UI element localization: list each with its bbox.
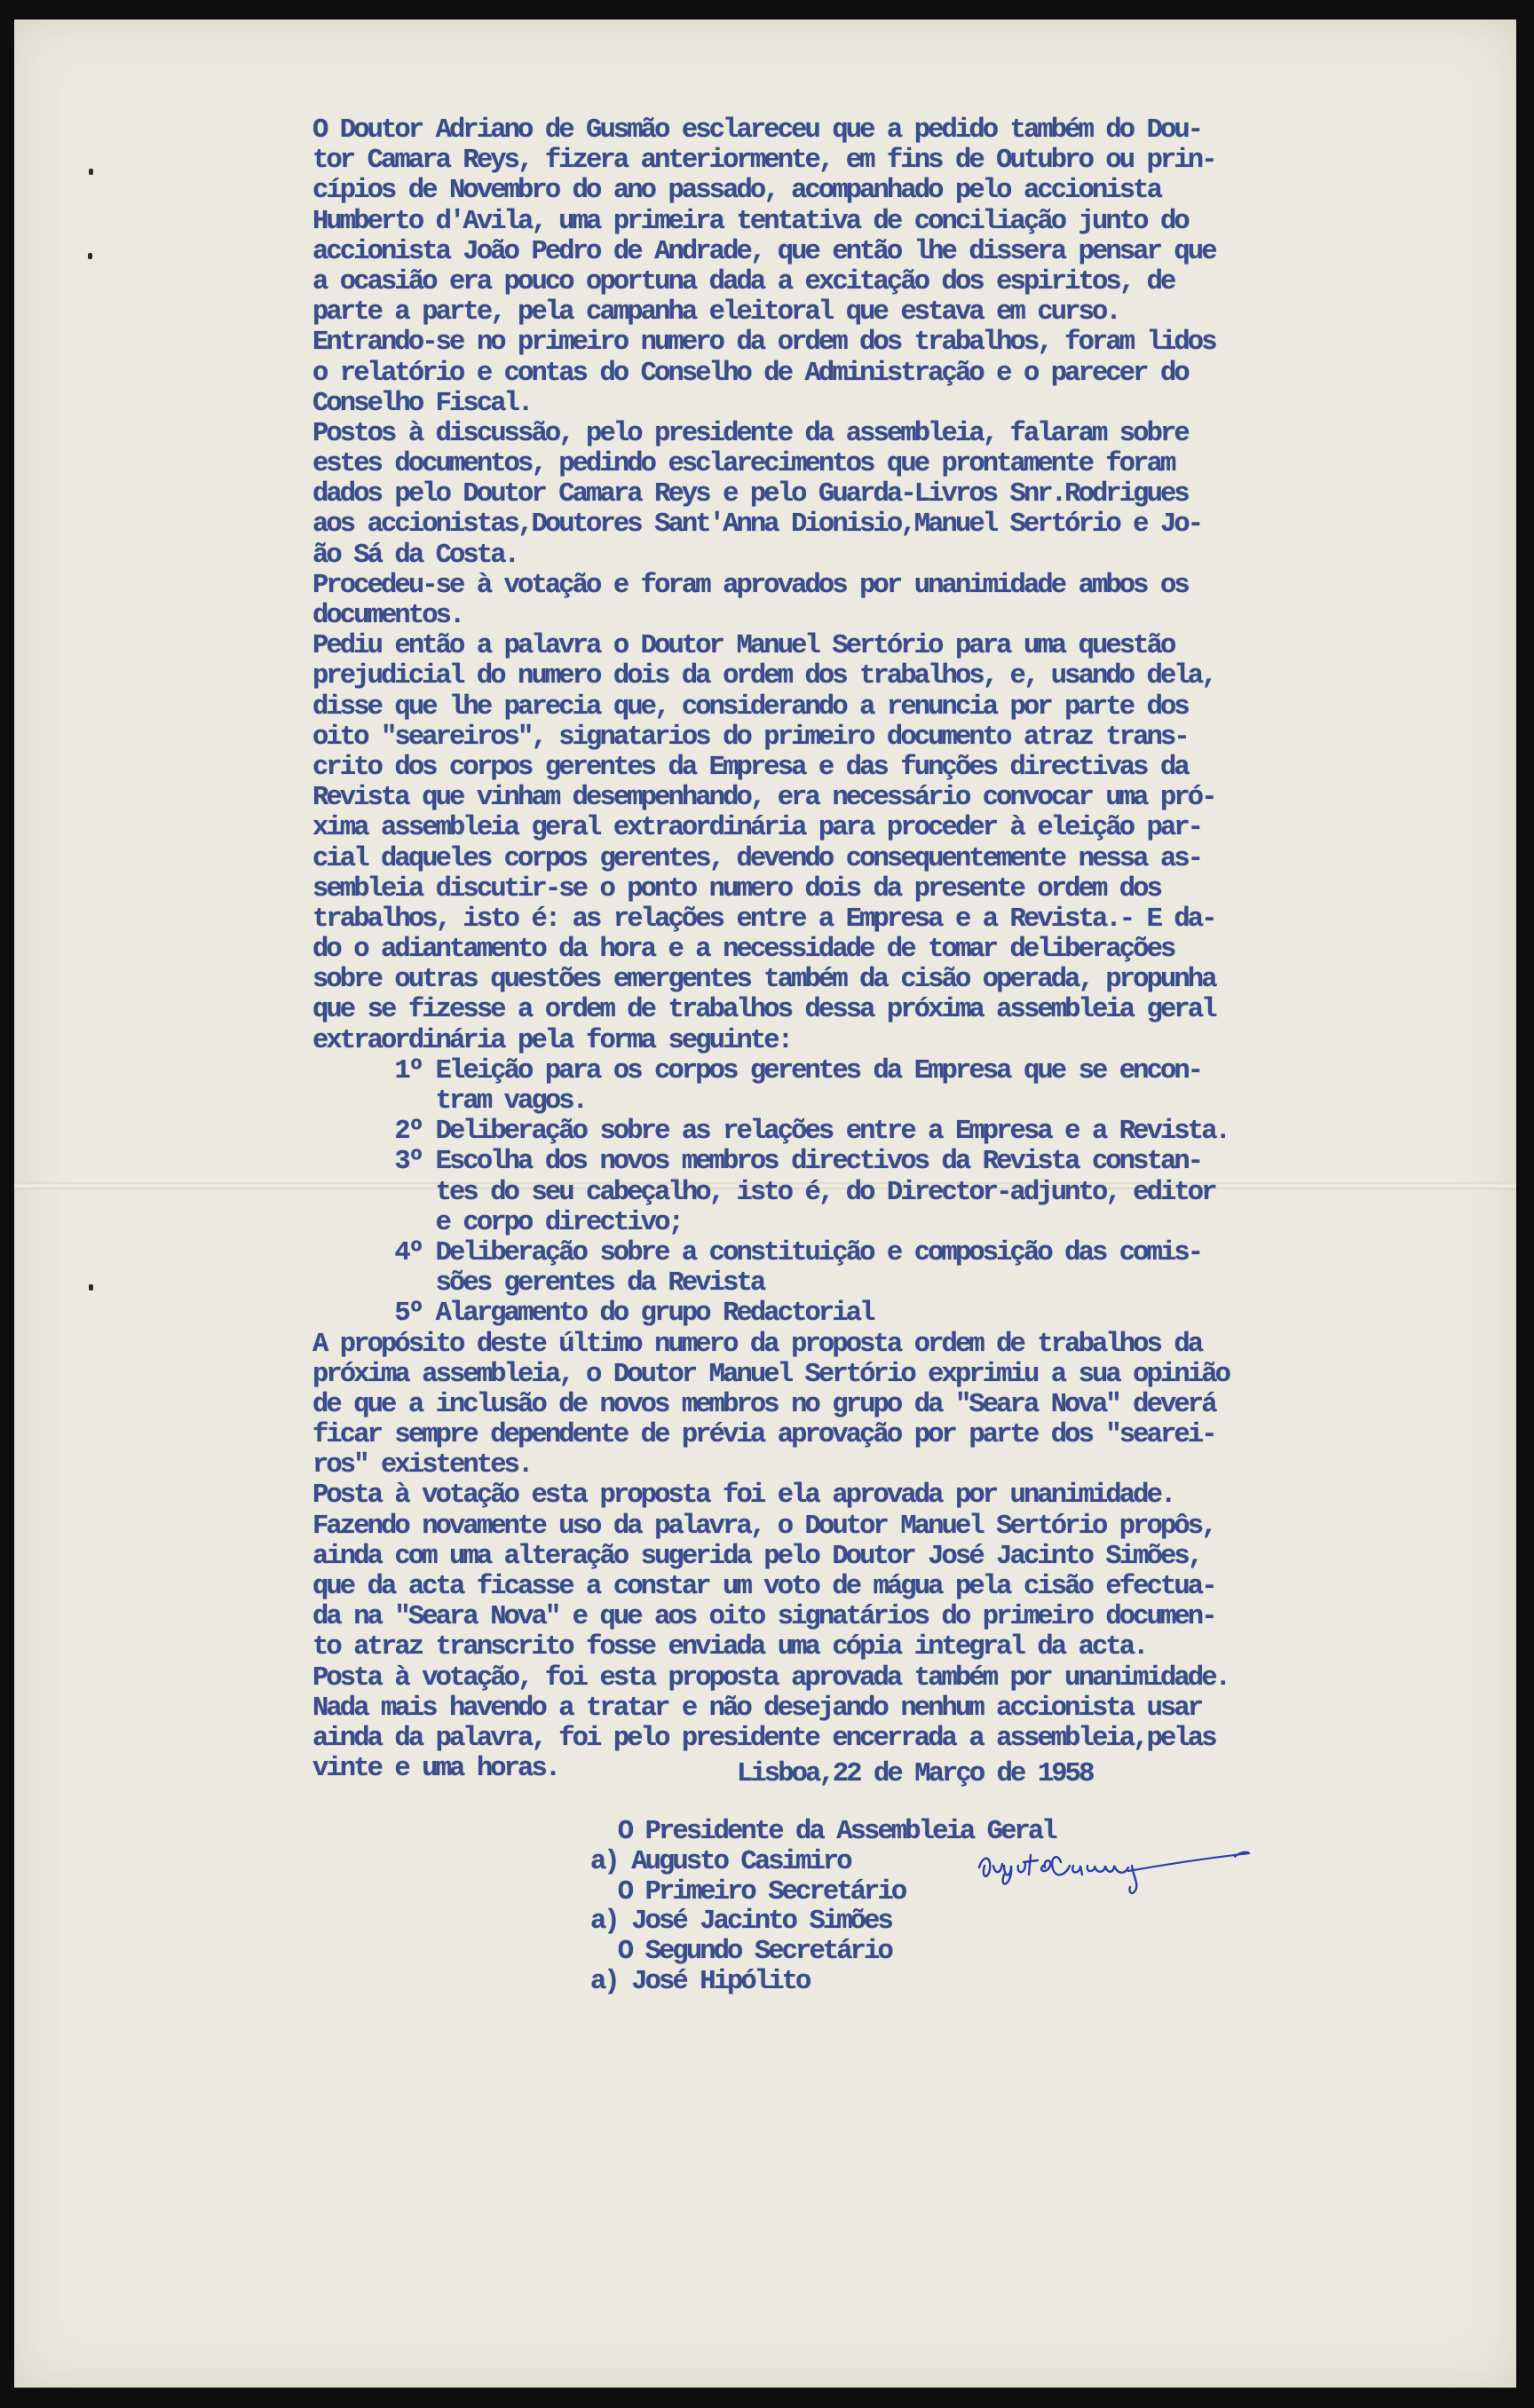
text-line: oito "seareiros", signatarios do primeiro documento atraz trans- xyxy=(312,722,1188,753)
text-line: Posta à votação, foi esta proposta aprovada também por unanimidade. xyxy=(312,1662,1229,1693)
text-line: Postos à discussão, pelo presidente da assembleia, falaram sobre xyxy=(312,418,1188,449)
signature-stroke xyxy=(979,1855,1050,1884)
text-line: parte a parte, pela campanha eleitoral que estava em curso. xyxy=(312,297,1119,328)
text-line: sões gerentes da Revista xyxy=(312,1268,764,1299)
text-line: tes do seu cabeçalho, isto é, do Director-adjunto, editor xyxy=(312,1177,1215,1208)
text-line: estes documentos, pedindo esclarecimentos que prontamente foram xyxy=(312,449,1174,480)
text-line: 5º Alargamento do grupo Redactorial xyxy=(312,1299,874,1330)
text-line: e corpo directivo; xyxy=(312,1207,682,1238)
signature-line: a) Augusto Casimiro xyxy=(590,1846,850,1877)
text-line: O Doutor Adriano de Gusmão esclareceu que a pedido também do Dou- xyxy=(312,115,1202,146)
text-line: do o adiantamento da hora e a necessidade de tomar deliberações xyxy=(312,935,1174,966)
text-line: Nada mais havendo a tratar e não desejando nenhum accionista usar xyxy=(312,1693,1202,1724)
text-line: Conselho Fiscal. xyxy=(312,388,532,419)
text-line: Procedeu-se à votação e foram aprovados por unanimidade ambos os xyxy=(312,570,1188,601)
text-line: próxima assembleia, o Doutor Manuel Sertório exprimiu a sua opinião xyxy=(312,1359,1229,1390)
signature-underline xyxy=(1128,1852,1249,1871)
text-line: Fazendo novamente uso da palavra, o Doutor Manuel Sertório propôs, xyxy=(312,1511,1215,1542)
signature-stroke xyxy=(1052,1857,1136,1893)
text-line: a ocasião era pouco oportuna dada a excitação dos espiritos, de xyxy=(312,266,1174,297)
signature-line: O Segundo Secretário xyxy=(590,1937,891,1968)
text-line: ficar sempre dependente de prévia aprovação por parte dos "searei- xyxy=(312,1420,1215,1451)
text-line: vinte e uma horas. xyxy=(312,1754,559,1785)
text-line: A propósito deste último numero da proposta ordem de trabalhos da xyxy=(312,1329,1202,1360)
text-line: 2º Deliberação sobre as relações entre a Empresa e a Revista. xyxy=(312,1117,1229,1148)
punch-mark xyxy=(88,253,92,259)
text-line: ainda da palavra, foi pelo presidente encerrada a assembleia,pelas xyxy=(312,1723,1215,1754)
text-line: Humberto d'Avila, uma primeira tentativa de conciliação junto do xyxy=(312,206,1188,237)
text-line: o relatório e contas do Conselho de Administração e o parecer do xyxy=(312,358,1188,389)
text-line: aos accionistas,Doutores Sant'Anna Dionisio,Manuel Sertório e Jo- xyxy=(312,509,1202,541)
signature-line: a) José Jacinto Simões xyxy=(590,1907,891,1938)
text-line: ainda com uma alteração sugerida pelo Doutor José Jacinto Simões, xyxy=(312,1541,1202,1572)
signature-line: O Primeiro Secretário xyxy=(590,1876,905,1907)
text-line: 4º Deliberação sobre a constituição e composição das comis- xyxy=(312,1237,1202,1268)
minutes-body-text xyxy=(312,115,1502,1784)
text-line: accionista João Pedro de Andrade, que então lhe dissera pensar que xyxy=(312,236,1215,267)
signature-line: a) José Hipólito xyxy=(590,1966,810,1997)
text-line: tor Camara Reys, fizera anteriormente, em fins de Outubro ou prin- xyxy=(312,146,1215,177)
text-line: documentos. xyxy=(312,601,463,631)
text-line: Revista que vinham desempenhando, era necessário convocar uma pró- xyxy=(312,783,1215,814)
text-line: Pediu então a palavra o Doutor Manuel Sertório para uma questão xyxy=(312,631,1174,662)
text-line: trabalhos, isto é: as relações entre a Empresa e a Revista.- E da- xyxy=(312,904,1215,935)
text-line: Posta à votação esta proposta foi ela aprovada por unanimidade. xyxy=(312,1480,1174,1512)
text-line: sobre outras questões emergentes também da cisão operada, propunha xyxy=(312,965,1215,996)
text-line: de que a inclusão de novos membros no grupo da "Seara Nova" deverá xyxy=(312,1389,1215,1420)
text-line: disse que lhe parecia que, considerando a renuncia por parte dos xyxy=(312,691,1188,722)
text-line: cípios de Novembro do ano passado, acompanhado pelo accionista xyxy=(312,176,1160,207)
text-line: 3º Escolha dos novos membros directivos da Revista constan- xyxy=(312,1147,1202,1178)
punch-mark xyxy=(89,169,93,175)
text-line: extraordinária pela forma seguinte: xyxy=(312,1025,792,1056)
text-line: crito dos corpos gerentes da Empresa e das funções directivas da xyxy=(312,752,1188,783)
text-line: que se fizesse a ordem de trabalhos dessa próxima assembleia geral xyxy=(312,995,1215,1026)
text-line: dados pelo Doutor Camara Reys e pelo Guarda-Livros Snr.Rodrigues xyxy=(312,479,1188,510)
text-line: 1º Eleição para os corpos gerentes da Empresa que se encon- xyxy=(312,1055,1202,1086)
text-line: da na "Seara Nova" e que aos oito signatários do primeiro documen- xyxy=(312,1602,1215,1633)
text-line: prejudicial do numero dois da ordem dos trabalhos, e, usando dela, xyxy=(312,661,1215,692)
date-line: Lisboa,22 de Março de 1958 xyxy=(737,1759,1093,1789)
text-line: tram vagos. xyxy=(312,1086,587,1117)
text-line: ros" existentes. xyxy=(312,1450,532,1481)
punch-mark xyxy=(89,1284,93,1291)
text-line: cial daqueles corpos gerentes, devendo consequentemente nessa as- xyxy=(312,843,1202,874)
signature-line: O Presidente da Assembleia Geral xyxy=(590,1817,1056,1847)
text-line: que da acta ficasse a constar um voto de mágua pela cisão efectua- xyxy=(312,1572,1215,1602)
handwritten-signature xyxy=(972,1839,1256,1901)
text-line: xima assembleia geral extraordinária para proceder à eleição par- xyxy=(312,813,1202,844)
text-line: Entrando-se no primeiro numero da ordem dos trabalhos, foram lidos xyxy=(312,328,1215,359)
text-line: ão Sá da Costa. xyxy=(312,540,518,571)
text-line: to atraz transcrito fosse enviada uma cópia integral da acta. xyxy=(312,1632,1147,1663)
text-line: sembleia discutir-se o ponto numero dois da presente ordem dos xyxy=(312,873,1160,904)
